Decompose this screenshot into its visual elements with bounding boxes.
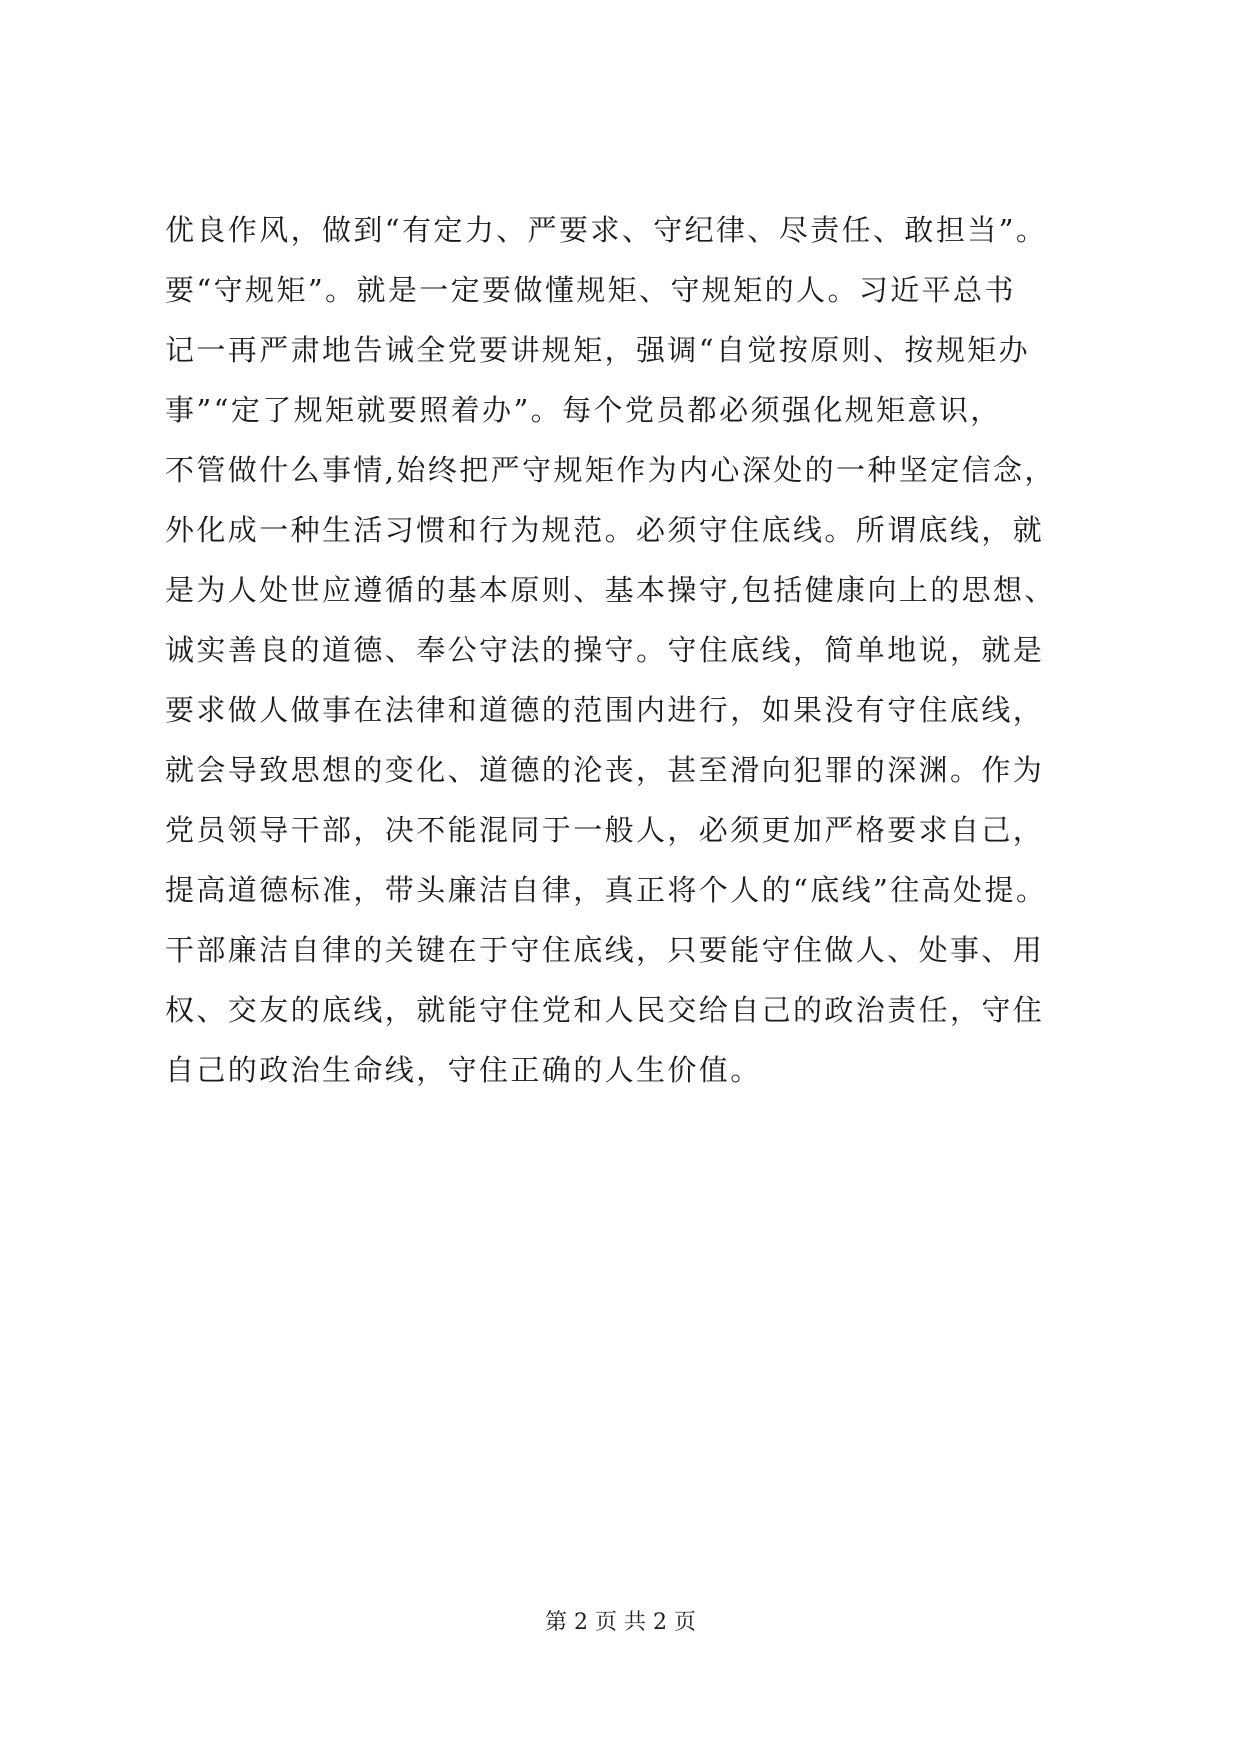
page-footer [0,1608,1241,1638]
text-line-2: 要“守规矩”。就是一定要做懂规矩、守规矩的人。习近平总书 [165,273,1016,307]
text-line-12: 提高道德标准，带头廉洁自律，真正将个人的“底线”往高处提。 [165,873,1048,907]
text-line-6: 外化成一种生活习惯和行为规范。必须守住底线。所谓底线，就 [165,513,1045,547]
text-line-13: 干部廉洁自律的关键在于守住底线，只要能守住做人、处事、用 [165,933,1045,967]
text-line-11: 党员领导干部，决不能混同于一般人，必须更加严格要求自己， [165,813,1045,847]
text-line-5: 不管做什么事情,始终把严守规矩作为内心深处的一种坚定信念， [165,453,1056,487]
text-line-15: 自己的政治生命线，守住正确的人生价值。 [165,1053,762,1087]
text-line-7: 是为人处世应遵循的基本原则、基本操守,包括健康向上的思想、 [165,573,1056,607]
text-line-10: 就会导致思想的变化、道德的沦丧，甚至滑向犯罪的深渊。作为 [165,753,1045,787]
text-line-3: 记一再严肃地告诫全党要讲规矩，强调“自觉按原则、按规矩办 [165,333,1031,367]
text-line-1: 优良作风，做到“有定力、严要求、守纪律、尽责任、敢担当”。 [165,213,1048,247]
text-line-9: 要求做人做事在法律和道德的范围内进行，如果没有守住底线， [165,693,1045,727]
text-line-8: 诚实善良的道德、奉公守法的操守。守住底线，简单地说，就是 [165,633,1045,667]
page-number: 第 2 页 共 2 页 [545,1610,696,1635]
text-line-4: 事”“定了规矩就要照着办”。每个党员都必须强化规矩意识， [165,393,1002,427]
text-line-14: 权、交友的底线，就能守住党和人民交给自己的政治责任，守住 [165,993,1045,1027]
body-text [165,200,1095,1100]
